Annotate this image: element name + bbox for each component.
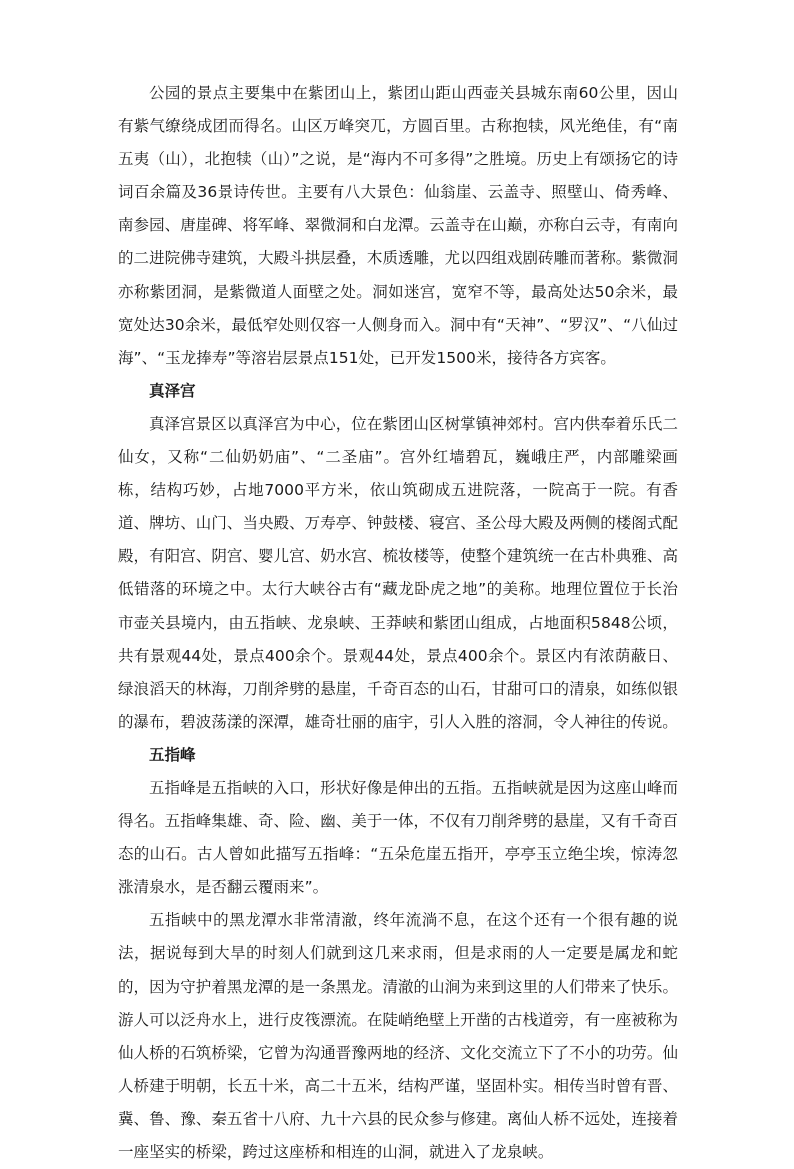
document-page — [118, 77, 678, 1169]
section-heading-zhenze-palace: 真泽宫 — [149, 381, 196, 400]
zhenze-palace-paragraph: 真泽宫景区以真泽宫为中心，位在紫团山区树掌镇神郊村。宫内供奉着乐氏二仙女，又称“二仙奶奶庙”、“二圣庙”。宫外红墙碧瓦，巍峨庄严，内部雕梁画栋，结构巧妙，占地7000平方米，依山筑砌成五进院落，一院高于一院。有香道、牌坊、山门、当央殿、万寿亭、钟鼓楼、寝宫、圣公母大殿及两侧的楼阁式配殿，有阳宫、阴宫、婴儿宫、奶水宫、梳妆楼等，使整个建筑统一在古朴典雅、高低错落的环境之中。太行大峡谷古有“藏龙卧虎之地”的美称。地理位置位于长治市壶关县境内，由五指峡、龙泉峡、王莽峡和紫团山组成，占地面积5848公顷，共有景观44处，景点400余个。景观44处，景点400余个。景区内有浓荫蔽日、绿浪滔天的林海，刀削斧劈的悬崖，千奇百态的山石，甘甜可口的清泉，如练似银的瀑布，碧波荡漾的深潭，雄奇壮丽的庙宇，引人入胜的溶洞，令人神往的传说。 — [118, 414, 678, 731]
section-heading-five-finger-peak: 五指峰 — [149, 745, 196, 764]
intro-paragraph: 公园的景点主要集中在紫团山上，紫团山距山西壶关县城东南60公里，因山有紫气缭绕成团而得名。山区万峰突兀，方圆百里。古称抱犊，风光绝佳，有“南五夷（山），北抱犊（山）”之说，是“海内不可多得”之胜境。历史上有颂扬它的诗词百余篇及36景诗传世。主要有八大景色：仙翁崖、云盖寺、照壁山、倚秀峰、南参园、唐崖碑、将军峰、翠微洞和白龙潭。云盖寺在山巅，亦称白云寺，有南向的二进院佛寺建筑，大殿斗拱层叠，木质透雕，尤以四组戏剧砖雕而著称。紫微洞亦称紫团洞，是紫微道人面壁之处。洞如迷宫，宽窄不等，最高处达50余米，最宽处达30余米，最低窄处则仅容一人侧身而入。洞中有“天神”、“罗汉”、“八仙过海”、“玉龙捧寿”等溶岩层景点151处，已开发1500米，接待各方宾客。 — [118, 84, 678, 367]
five-finger-peak-paragraph: 五指峰是五指峡的入口，形状好像是伸出的五指。五指峡就是因为这座山峰而得名。五指峰集雄、奇、险、幽、美于一体，不仅有刀削斧劈的悬崖，又有千奇百态的山石。古人曾如此描写五指峰：“五朵危崖五指开，亭亭玉立绝尘埃，惊涛忽涨清泉水，是否翻云覆雨来”。 — [118, 778, 678, 897]
black-dragon-pool-paragraph: 五指峡中的黑龙潭水非常清澈，终年流淌不息，在这个还有一个很有趣的说法，据说每到大旱的时刻人们就到这几来求雨，但是求雨的人一定要是属龙和蛇的，因为守护着黑龙潭的是一条黑龙。清澈的山涧为来到这里的人们带来了快乐。游人可以泛舟水上，进行皮筏漂流。在陡峭绝壁上开凿的古栈道旁，有一座被称为仙人桥的石筑桥梁，它曾为沟通晋豫两地的经济、文化交流立下了不小的功劳。仙人桥建于明朝，长五十米，高二十五米，结构严谨，坚固朴实。相传当时曾有晋、冀、鲁、豫、秦五省十八府、九十六县的民众参与修建。离仙人桥不远处，连接着一座坚实的桥梁，跨过这座桥和相连的山洞，就进入了龙泉峡。 — [118, 911, 678, 1161]
